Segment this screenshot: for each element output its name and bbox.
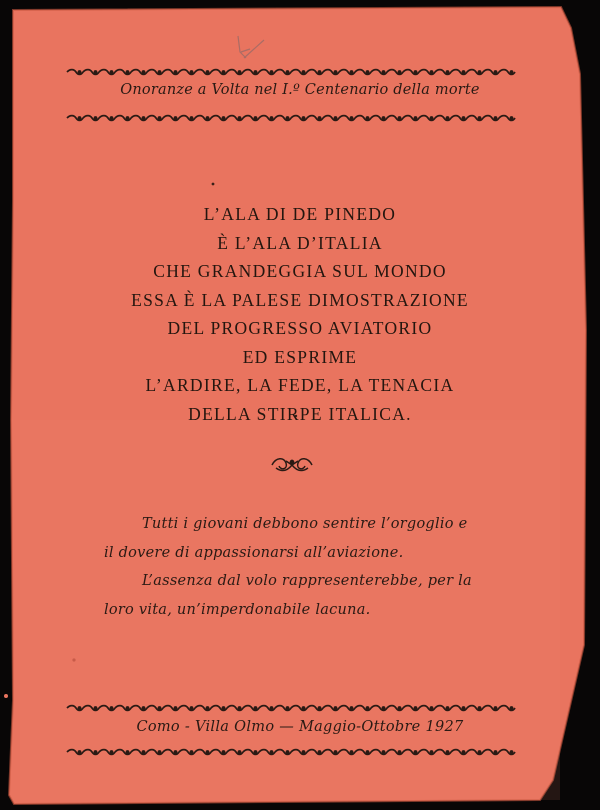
ornament-dot [462,750,466,754]
ornament-dot [94,116,98,120]
ornament-dot [382,750,386,754]
ornament-dot [334,750,338,754]
ornament-dot [430,116,434,120]
ornament-dot [366,116,370,120]
ornament-dot [142,70,146,74]
ornament-dot [190,750,194,754]
ornament-dot [430,750,434,754]
ornament-dot [142,706,146,710]
ornament-dot [446,70,450,74]
ornament-dot [286,706,290,710]
ornament-dot [478,706,482,710]
ornament-dot [174,70,178,74]
proclamation-block [0,200,600,428]
ornament-dot [270,116,274,120]
proclamation-line: DELLA STIRPE ITALICA. [188,403,412,424]
ornament-dot [366,706,370,710]
ornament-dot [174,750,178,754]
ornament-dot [318,706,322,710]
ornament-dot [350,116,354,120]
ornament-dot [414,70,418,74]
proclamation-line: CHE GRANDEGGIA SUL MONDO [153,261,447,281]
ornament-dot [222,70,226,74]
ornament-dot [158,750,162,754]
ornament-dot [126,750,130,754]
ornament-dot [446,116,450,120]
ornament-dot [510,116,514,120]
footer-place-date: Como - Villa Olmo — Maggio-Ottobre 1927 [136,719,464,735]
ornament-dot [350,706,354,710]
ornament-dot [286,70,290,74]
ornament-dot [302,116,306,120]
ornament-dot [318,750,322,754]
ornament-dot [398,116,402,120]
ornament-dot [270,706,274,710]
ornament-dot [430,70,434,74]
ornament-dot [510,70,514,74]
ornament-dot [158,70,162,74]
ornament-dot [94,70,98,74]
ornament-dot [446,750,450,754]
ornament-dot [206,706,210,710]
ornament-dot [494,750,498,754]
appeal-line: L’assenza dal volo rappresenterebbe, per la [142,573,472,590]
ornament-dot [398,706,402,710]
ornament-dot [78,750,82,754]
ornament-dot [462,70,466,74]
ornament-dot [318,116,322,120]
ornament-dot [254,70,258,74]
ornament-dot [158,706,162,710]
ornament-dot [398,70,402,74]
header-title: Onoranze a Volta nel I.º Centenario della morte [120,82,480,98]
ornament-dot [382,706,386,710]
ornament-dot [94,706,98,710]
ornament-dot [238,706,242,710]
ornament-dot [478,750,482,754]
ornament-dot [414,750,418,754]
ornament-dot [190,116,194,120]
ornament-dot [206,116,210,120]
ornament-dot [302,70,306,74]
ornament-dot [382,116,386,120]
proclamation-line: L’ALA DI DE PINEDO [203,204,397,224]
ornament-dot [270,70,274,74]
ornament-dot [222,706,226,710]
appeal-line: Tutti i giovani debbono sentire l’orgoglio e [142,516,468,532]
ornament-dot [414,706,418,710]
appeal-paragraph [104,510,484,625]
ornament-dot [398,750,402,754]
ornament-dot [286,116,290,120]
ornament-dot [334,70,338,74]
ornament-dot [238,116,242,120]
ornament-dot [126,70,130,74]
ornament-dot [430,706,434,710]
ornament-dot [254,706,258,710]
ornament-dot [206,750,210,754]
proclamation-line: È L’ALA D’ITALIA [217,232,383,253]
ornament-dot [206,70,210,74]
ornament-dot [350,70,354,74]
ornament-dot [78,70,82,74]
ornament-dot [446,706,450,710]
ornament-dot [462,116,466,120]
ornament-dot [350,750,354,754]
ornament-dot [142,116,146,120]
appeal-line: loro vita, un’imperdonabile lacuna. [104,602,371,619]
ornament-dot [126,116,130,120]
ornament-dot [190,70,194,74]
ornament-dot [494,70,498,74]
ornament-dot [366,750,370,754]
ornament-dot [238,750,242,754]
ornament-dot [318,70,322,74]
ornament-dot [94,750,98,754]
ornament-dot [142,750,146,754]
ornament-dot [286,750,290,754]
ornament-dot [110,70,114,74]
ornament-dot [222,750,226,754]
ornament-dot [174,116,178,120]
ornament-dot [78,116,82,120]
ornament-dot [238,70,242,74]
ornament-dot [126,706,130,710]
ornament-dot [190,706,194,710]
ornament-dot [334,116,338,120]
ornament-dot [510,750,514,754]
appeal-line: il dovere di appassionarsi all’aviazione. [104,544,404,561]
proclamation-line: L’ARDIRE, LA FEDE, LA TENACIA [145,375,455,395]
proclamation-line: ESSA È LA PALESE DIMOSTRAZIONE [131,289,469,310]
ornament-dot [158,116,162,120]
ornament-dot [414,116,418,120]
ornament-dot [494,116,498,120]
ornament-dot [302,750,306,754]
proclamation-line: ED ESPRIME [242,346,358,367]
ornament-dot [254,750,258,754]
ornament-dot [510,706,514,710]
ornament-dot [478,70,482,74]
ornament-dot [110,706,114,710]
ornament-dot [382,70,386,74]
ornament-dot [222,116,226,120]
ornament-dot [110,750,114,754]
ornament-dot [494,706,498,710]
ornament-dot [270,750,274,754]
ornament-dot [78,706,82,710]
ornament-dot [110,116,114,120]
ornament-dot [366,70,370,74]
ornament-dot [334,706,338,710]
ornament-dot [302,706,306,710]
ornament-dot [462,706,466,710]
ornament-dot [254,116,258,120]
proclamation-line: DEL PROGRESSO AVIATORIO [167,318,433,338]
ornament-dot [478,116,482,120]
ornament-dot [174,706,178,710]
